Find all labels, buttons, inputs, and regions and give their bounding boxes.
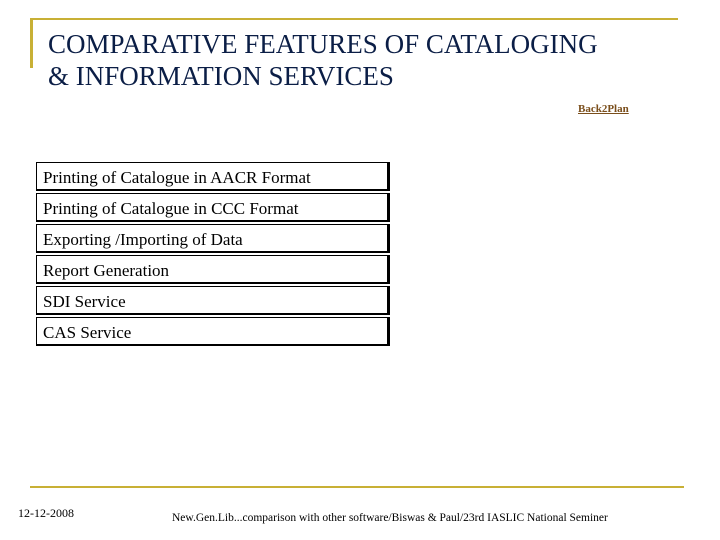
slide-title <box>48 28 688 92</box>
feature-item-cas-service: CAS Service <box>36 317 390 346</box>
title-frame-left-border <box>30 18 33 68</box>
footer-date: 12-12-2008 <box>18 506 74 520</box>
footer-divider <box>30 486 684 488</box>
feature-list <box>36 162 390 348</box>
feature-item-export-import: Exporting /Importing of Data <box>36 224 390 253</box>
feature-item-ccc-catalogue: Printing of Catalogue in CCC Format <box>36 193 390 222</box>
back-to-plan-link[interactable]: Back2Plan <box>578 103 629 115</box>
title-frame-top-border <box>30 18 678 20</box>
footer-caption: New.Gen.Lib...comparison with other software/Biswas & Paul/23rd IASLIC National Seminer <box>172 512 608 524</box>
slide-title-line-1: COMPARATIVE FEATURES OF CATALOGING <box>48 29 598 59</box>
feature-item-aacr-catalogue: Printing of Catalogue in AACR Format <box>36 162 390 191</box>
slide-title-line-2: & INFORMATION SERVICES <box>48 61 394 91</box>
feature-item-report-generation: Report Generation <box>36 255 390 284</box>
feature-item-sdi-service: SDI Service <box>36 286 390 315</box>
